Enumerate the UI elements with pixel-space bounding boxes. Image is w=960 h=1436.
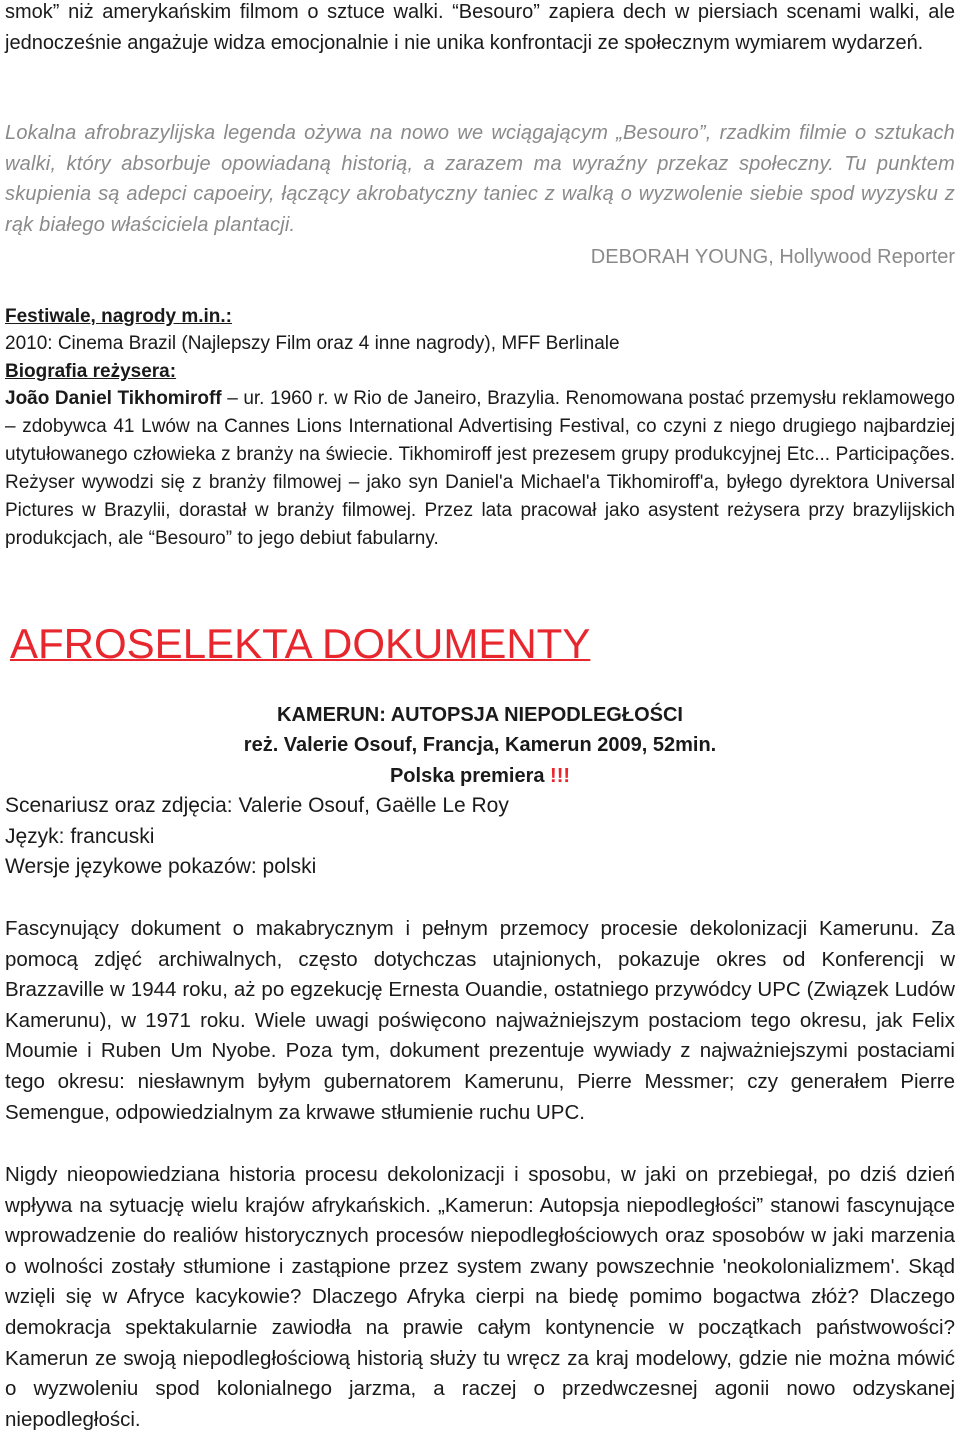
director-bio-text: – ur. 1960 r. w Rio de Janeiro, Brazylia. Renomowana postać przemysłu reklamowego – zdobywca 41 Lwów na Cannes Lions International Advertising Festival, co czyni z niego drugiego najbardziej utytułowanego człowieka z branży na świecie. Tikhomiroff jest prezesem grupy produkcyjnej Etc... Participações. Reżyser wywodzi się z branży filmowej – jako syn Daniel'a Michael'a Tikhomiroff'a, byłego dyrektora Universal Pictures w Brazylii, dorastał w branży filmowej. Przez lata pracował jako asystent reżysera przy brazylijskich produkcjach, ale “Besouro” to jego debiut fabularny.	[5, 388, 956, 550]
director-bio-paragraph	[5, 385, 955, 554]
film-title: KAMERUN: AUTOPSJA NIEPODLEGŁOŚCI	[277, 704, 683, 726]
film-description-2: Nigdy nieopowiedziana historia procesu dekolonizacji i sposobu, w jaki on przebiegał, po dziś dzień wpływa na sytuację wielu krajów afrykańskich. „Kamerun: Autopsja niepodległości” stanowi fascynujące wprowadzenie do realiów historycznych procesów niepodległościowych oraz sposobów w jaki marzenia o wolności zostały stłumione i zastąpione przez system zwany powszechnie 'neokolonializmem'. Skąd wzięli się w Afryce kacykowie? Dlaczego Afryka cierpi na biedę pomimo bogactwa złóż? Dlaczego demokracja spektakularnie zawiodła na prawie całym kontynencie w początkach państwowości? Kamerun ze swoją niepodległościową historią służy tu wręcz za kraj modelowy, gdzie nie można mówić o wyzwoleniu spod kolonialnego jarzma, a raczej o przedwczesnej agonii nowo odzyskanej niepodległości.	[5, 1163, 955, 1431]
film-premiere	[0, 761, 960, 791]
section-title: AFROSELEKTA DOKUMENTY	[10, 620, 591, 667]
director-name: João Daniel Tikhomiroff	[5, 388, 222, 409]
review-quote: Lokalna afrobrazylijska legenda ożywa na nowo we wciągającym „Besouro”, rzadkim filmie o sztukach walki, który absorbuje opowiadaną historią, a zarazem ma wyraźny przekaz społeczny. Tu punktem skupienia są adepci capoeiry, łączący akrobatyczny taniec z walką o wyzwolenie siebie spod wyzysku z rąk białego właściciela plantacji.	[5, 122, 955, 236]
film-screenplay: Scenariusz oraz zdjęcia: Valerie Osouf, Gaëlle Le Roy	[5, 794, 509, 817]
director-bio-heading: Biografia reżysera:	[5, 361, 177, 382]
premiere-exclamation: !!!	[550, 765, 571, 787]
film-versions: Wersje językowe pokazów: polski	[5, 855, 317, 878]
film-description-1: Fascynujący dokument o makabrycznym i pełnym przemocy procesie dekolonizacji Kamerunu. Za pomocą zdjęć archiwalnych, często dotychczas utajnionych, pokazuje okres od Konferencji w Brazzaville w 1944 roku, aż po egzekucję Ernesta Ouandie, ostatniego przywódcy UPC (Związek Ludów Kamerunu), w 1971 roku. Wiele uwagi poświęcono najważniejszym postaciom tego okresu, jak Felix Moumie i Ruben Um Nyobe. Poza tym, dokument prezentuje wywiady z najważniejszymi postaciami tego okresu: niesławnym byłym gubernatorem Kamerunu, Pierre Messmer; czy generałem Pierre Semengue, odpowiedzialnym za krwawe stłumienie ruchu UPC.	[5, 917, 955, 1124]
festivals-heading: Festiwale, nagrody m.in.:	[5, 306, 232, 327]
film-credits: reż. Valerie Osouf, Francja, Kamerun 2009, 52min.	[243, 734, 717, 756]
premiere-label: Polska premiera	[389, 765, 551, 787]
top-paragraph: smok” niż amerykańskim filmom o sztuce walki. “Besouro” zapiera dech w piersiach scenami walki, ale jednocześnie angażuje widza emocjonalnie i nie unika konfrontacji ze społecznym wymiarem wydarzeń.	[5, 1, 955, 54]
review-signature: DEBORAH YOUNG, Hollywood Reporter	[590, 246, 955, 268]
film-language: Język: francuski	[5, 825, 155, 848]
festivals-entry: 2010: Cinema Brazil (Najlepszy Film oraz 4 inne nagrody), MFF Berlinale	[5, 333, 620, 354]
